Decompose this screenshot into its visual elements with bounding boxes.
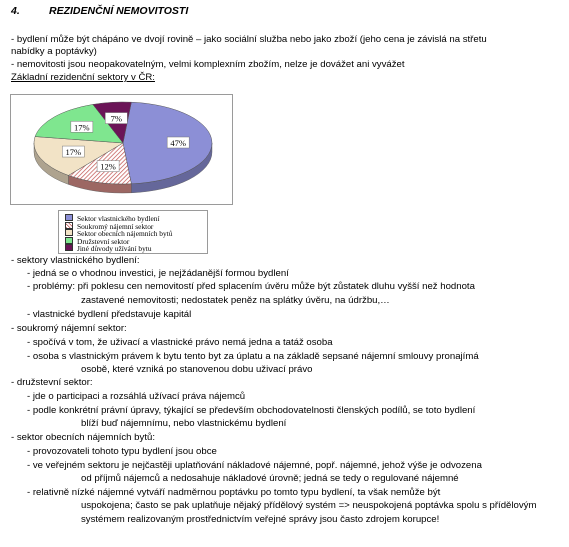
legend-swatch <box>65 237 73 244</box>
text-line: - relativně nízké nájemné vytváří nadměrnou poptávku po tomto typu bydlení, ta však nemůže být <box>27 487 441 498</box>
legend-label: Sektor obecních nájemních bytů <box>77 229 173 238</box>
intro-line-3: - nemovitosti jsou neopakovatelným, velmi komplexním zbožím, nelze je dovážet ani vyvážet <box>11 59 405 70</box>
section-heading-private-rental: - soukromý nájemní sektor: <box>11 323 127 334</box>
pie-chart-frame <box>10 94 233 205</box>
legend-label: Soukromý nájemní sektor <box>77 221 154 231</box>
text-line: - vlastnické bydlení představuje kapitál <box>27 309 192 320</box>
slice-value-label: 7% <box>110 113 122 124</box>
sectors-title: Základní rezidenční sektory v ČR: <box>11 72 155 83</box>
legend-swatch <box>65 222 73 229</box>
section-heading-municipal: - sektor obecních nájemních bytů: <box>11 432 155 443</box>
chart-legend <box>58 210 208 254</box>
slice-value-label: 47% <box>170 138 186 148</box>
legend-swatch <box>65 244 73 251</box>
legend-label: Družstevní sektor <box>77 236 130 246</box>
text-line: - problémy: při poklesu cen nemovitostí před splacením úvěru může být zůstatek dluhu vyšší než hodnota <box>27 281 475 292</box>
pie-chart <box>11 95 232 204</box>
slice-value-label: 17% <box>65 147 82 158</box>
slice-value-label: 12% <box>100 161 116 172</box>
text-line: - spočívá v tom, že uživací a vlastnické právo nemá jedna a tatáž osoba <box>27 337 333 348</box>
text-line: - jedná se o vhodnou investici, je nejžádanější formou bydlení <box>27 268 289 279</box>
text-line: - osoba s vlastnickým právem k bytu tento byt za úplatu a na základě sepsané nájemní smlouvy pronajímá <box>27 351 479 362</box>
text-line: uspokojena; často se pak uplatňuje nějaký přídělový systém => neuspokojená poptávka spolu s přídělovým <box>81 500 537 511</box>
intro-line-2: nabídky a poptávky) <box>11 46 97 57</box>
text-line: osobě, které vzniká po stanovenou dobu uživací právo <box>81 364 313 375</box>
legend-label: Jiné důvody užívání bytu <box>77 244 152 253</box>
section-heading-ownership: - sektory vlastnického bydlení: <box>11 255 140 266</box>
text-line: blíží buď nájemnímu, nebo vlastnickému bydlení <box>81 418 287 429</box>
intro-line-1: - bydlení může být chápáno ve dvojí rovině – jako sociální služba nebo jako zboží (jeho cena je závislá na střetu <box>11 34 487 45</box>
slice-value-label: 17% <box>74 122 90 133</box>
text-line: zastavené nemovitosti; nedostatek peněz na splátky úvěru, na údržbu,… <box>81 295 390 306</box>
section-number: 4. <box>11 5 20 17</box>
text-line: - jde o participaci a rozsáhlá užívací práva nájemců <box>27 391 246 402</box>
text-line: systémem realizovaným prostřednictvím veřejné správy jsou často zdrojem korupce! <box>81 514 440 525</box>
text-line: od příjmů nájemců a nedosahuje nákladové úrovně; jedná se tedy o regulované nájemné <box>81 473 459 484</box>
legend-item <box>65 244 152 252</box>
text-line: - ve veřejném sektoru je nejčastěji uplatňování nákladové nájemné, popř. nájemné, jehož výše je odvozena <box>27 460 482 471</box>
legend-swatch <box>65 229 73 236</box>
legend-label: Sektor vlastnického bydlení <box>77 214 160 223</box>
section-heading-cooperative: - družstevní sektor: <box>11 377 93 388</box>
section-title: REZIDENČNÍ NEMOVITOSTI <box>49 5 189 17</box>
text-line: - podle konkrétní právní úpravy, týkající se především obchodovatelnosti členských podílů, se toto bydlení <box>27 405 476 416</box>
text-line: - provozovateli tohoto typu bydlení jsou obce <box>27 446 217 457</box>
legend-swatch <box>65 214 73 221</box>
